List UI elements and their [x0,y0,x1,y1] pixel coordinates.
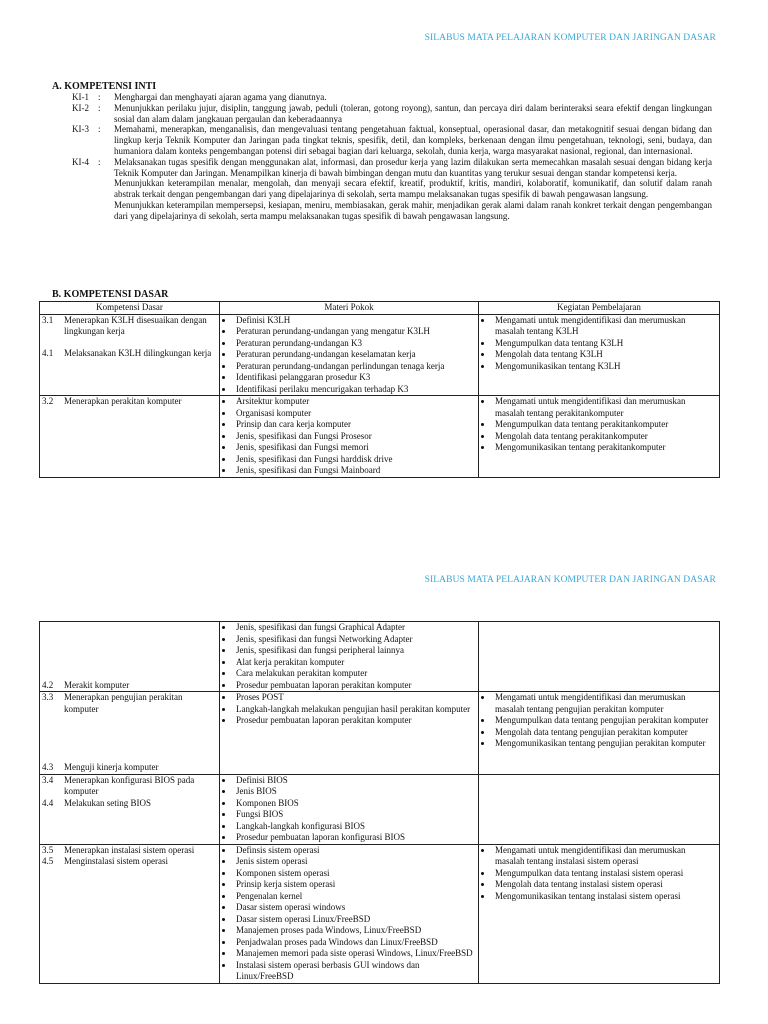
list-item: • Definisi K3LH [234,315,476,327]
materi-cell [220,396,479,478]
kd-text: Melakukan seting BIOS [64,797,151,808]
table-row [40,314,720,396]
kd-number: 4.3 [42,762,54,772]
kegiatan-cell [479,774,720,844]
kd-cell [40,314,220,396]
kegiatan-list [481,845,717,903]
list-item: • Organisasi komputer [234,408,476,420]
kegiatan-list [481,692,717,750]
list-item: • Definsis sistem operasi [234,845,476,857]
kd-item [42,845,217,857]
list-item: • Mengumpulkan data tentang perakitankomputer [493,419,717,431]
list-item: • Cara melakukan perakitan komputer [234,668,476,680]
ki-text: Memahami, menerapkan, menganalisis, dan mengevaluasi tentang pengetahuan faktual, konseptual, operasional dasar, dan metakognitif sesuai dengan bidang dan lingkup kerja Teknik Komputer dan Jaringan pada tingkat teknis, spesifik, detil, dan kompleks, berkenaan dengan ilmu pengetahuan, teknologi, seni, budaya, dan humaniora dalam konteks pengembangan potensi diri sebagai bagian dari keluarga, sekolah, dunia kerja, warga masyarakat nasional, regional, dan internasional. [114,124,712,156]
kd-item [42,798,217,810]
list-item: • Mengomunikasikan tentang perakitankomputer [493,442,717,454]
list-item: • Prinsip dan cara kerja komputer [234,419,476,431]
kd-cell [40,396,220,478]
list-item: • Alat kerja perakitan komputer [234,657,476,669]
section-b-title: B. KOMPETENSI DASAR [52,289,169,300]
ki-text: Melaksanakan tugas spesifik dengan menggunakan alat, informasi, dan prosedur kerja yang lazim dilakukan serta memecahkan masalah sesuai dengan bidang kerja Teknik Komputer dan Jaringan. Menampilkan kinerja di bawah bimbingan dengan mutu dan kuantitas yang terukur sesuai dengan standar kompetensi kerja. [114,156,712,178]
list-item: • Jenis sistem operasi [234,856,476,868]
kd-number: 3.5 [42,844,54,855]
ki-item [72,103,712,125]
column-header-materi: Materi Pokok [220,302,479,315]
ki-code: KI-3 [72,124,89,135]
list-item: • Mengamati untuk mengidentifikasi dan merumuskan masalah tentang instalasi sistem operasi [493,845,717,868]
list-item: • Mengumpulkan data tentang pengujian perakitan komputer [493,715,717,727]
kd-item [42,348,217,360]
list-item: • Jenis, spesifikasi dan Fungsi Prosesor [234,431,476,443]
page-header: SILABUS MATA PELAJARAN KOMPUTER DAN JARINGAN DASAR [424,33,716,43]
list-item: • Prosedur pembuatan laporan konfigurasi BIOS [234,832,476,844]
materi-cell [220,844,479,983]
list-item: • Identifikasi perilaku mencurigakan terhadap K3 [234,384,476,396]
kd-item [42,680,217,692]
list-item: • Mengumpulkan data tentang instalasi sistem operasi [493,868,717,880]
ki-extra-paragraph: Menunjukkan keterampilan menalar, mengolah, dan menyaji secara efektif, kreatif, produktif, kritis, mandiri, kolaboratif, komunikatif, dan solutif dalam ranah abstrak terkait dengan pengembangan dari yang dipelajarinya di sekolah, serta mampu melaksanakan tugas spesifik di bawah pengawasan langsung. [114,178,712,200]
kegiatan-cell [479,622,720,692]
list-item: • Mengolah data tentang instalasi sistem operasi [493,879,717,891]
list-item: • Mengolah data tentang K3LH [493,349,717,361]
kegiatan-cell [479,314,720,396]
list-item: • Peraturan perundang-undangan perlindungan tenaga kerja [234,361,476,373]
kd-number: 4.2 [42,679,54,690]
list-item: • Jenis, spesifikasi dan Fungsi harddisk drive [234,454,476,466]
kd-item [42,692,217,715]
list-item: • Komponen BIOS [234,798,476,810]
list-item: • Mengomunikasikan tentang K3LH [493,361,717,373]
kegiatan-cell [479,692,720,775]
kd-number: 3.1 [42,314,54,325]
kompetensi-dasar-table [39,301,720,478]
ki-colon: : [98,124,101,135]
page-header: SILABUS MATA PELAJARAN KOMPUTER DAN JARINGAN DASAR [424,575,716,585]
kd-item [42,775,217,798]
kegiatan-cell [479,396,720,478]
list-item: • Dasar sistem operasi windows [234,902,476,914]
materi-cell [220,692,479,775]
list-item: • Mengolah data tentang perakitankomputer [493,431,717,443]
kd-text: Merakit komputer [64,679,130,690]
list-item: • Jenis, spesifikasi dan Fungsi memori [234,442,476,454]
list-item: • Peraturan perundang-undangan keselamatan kerja [234,349,476,361]
ki-colon: : [98,156,101,167]
kd-cell [40,844,220,983]
list-item: • Mengamati untuk mengidentifikasi dan merumuskan masalah tentang pengujian perakitan komputer [493,692,717,715]
kd-number: 3.2 [42,396,54,406]
list-item: • Langkah-langkah melakukan pengujian hasil perakitan komputer [234,704,476,716]
kd-item [42,315,217,338]
kd-text: Menerapkan K3LH disesuaikan dengan lingkungan kerja [64,314,207,336]
kegiatan-list [481,396,717,454]
list-item: • Identifikasi pelanggaran prosedur K3 [234,372,476,384]
list-item: • Manajemen memori pada siste operasi Windows, Linux/FreeBSD [234,948,476,960]
ki-text: Menghargai dan menghayati ajaran agama yang dianutnya. [114,92,327,102]
materi-list [222,845,476,983]
ki-code: KI-4 [72,156,89,167]
list-item: • Instalasi sistem operasi berbasis GUI windows dan Linux/FreeBSD [234,960,476,983]
kd-number: 3.3 [42,692,54,702]
kd-cell [40,692,220,775]
kd-cell [40,774,220,844]
materi-list [222,396,476,477]
kompetensi-dasar-table-continued [39,621,720,984]
kompetensi-inti-list [72,92,712,222]
ki-item [72,92,712,103]
kd-item [42,762,217,774]
kd-number: 4.5 [42,856,54,866]
kd-text: Menerapkan pengujian perakitan komputer [64,692,183,714]
table-row [40,622,720,692]
list-item: • Peraturan perundang-undangan yang mengatur K3LH [234,326,476,338]
table-row [40,396,720,478]
list-item: • Proses POST [234,692,476,704]
materi-cell [220,314,479,396]
ki-extra-paragraph: Menunjukkan keterampilan mempersepsi, kesiapan, meniru, membiasakan, gerak mahir, menjadikan gerak alami dalam ranah konkret terkait dengan pengembangan dari yang dipelajarinya di sekolah, serta mampu melaksanakan tugas spesifik di bawah pengawasan langsung. [114,199,712,221]
materi-list [222,315,476,396]
list-item: • Jenis, spesifikasi dan Fungsi Mainboard [234,465,476,477]
materi-list [222,692,476,727]
kd-cell [40,622,220,692]
list-item: • Mengamati untuk mengidentifikasi dan merumuskan masalah tentang perakitankomputer [493,396,717,419]
list-item: • Arsitektur komputer [234,396,476,408]
kd-item [42,856,217,868]
list-item: • Prosedur pembuatan laporan perakitan komputer [234,680,476,692]
kegiatan-list [481,315,717,373]
kd-text: Menerapkan perakitan komputer [64,396,182,406]
list-item: • Pengenalan kernel [234,891,476,903]
kegiatan-cell [479,844,720,983]
list-item: • Jenis, spesifikasi dan fungsi Graphical Adapter [234,622,476,634]
column-header-kd: Kompetensi Dasar [40,302,220,315]
ki-item [72,157,712,179]
list-item: • Mengamati untuk mengidentifikasi dan merumuskan masalah tentang K3LH [493,315,717,338]
materi-cell [220,622,479,692]
kd-text: Menerapkan instalasi sistem operasi [64,844,195,855]
ki-colon: : [98,92,101,102]
ki-item [72,124,712,156]
list-item: • Komponen sistem operasi [234,868,476,880]
ki-code: KI-2 [72,102,89,113]
list-item: • Mengumpulkan data tentang K3LH [493,338,717,350]
table-row [40,774,720,844]
kd-text: Melaksanakan K3LH dilingkungan kerja [64,347,212,358]
materi-cell [220,774,479,844]
kd-number: 3.4 [42,774,54,785]
kd-text: Menerapkan konfigurasi BIOS pada komputer [64,774,195,796]
list-item: • Fungsi BIOS [234,809,476,821]
list-item: • Dasar sistem operasi Linux/FreeBSD [234,914,476,926]
list-item: • Mengomunikasikan tentang pengujian perakitan komputer [493,738,717,750]
list-item: • Prosedur pembuatan laporan perakitan komputer [234,715,476,727]
table-header-row [40,302,720,315]
list-item: • Penjadwalan proses pada Windows dan Linux/FreeBSD [234,937,476,949]
section-a-title: A. KOMPETENSI INTI [52,81,157,92]
kd-item [42,396,217,408]
list-item: • Mengolah data tentang pengujian perakitan komputer [493,727,717,739]
kd-number: 4.1 [42,347,54,358]
column-header-kegiatan: Kegiatan Pembelajaran [479,302,720,315]
ki-text: Menunjukkan perilaku jujur, disiplin, tanggung jawab, peduli (toleran, gotong royong), santun, dan percaya diri dalam berinteraksi seara efektif dengan lingkungan sosial dan alam dalam jangkauan pergaulan dan keberadaannya [114,102,712,124]
table-row [40,844,720,983]
ki-colon: : [98,102,101,113]
list-item: • Jenis, spesifikasi dan fungsi Networking Adapter [234,634,476,646]
list-item: • Jenis, spesifikasi dan fungsi peripheral lainnya [234,645,476,657]
ki-code: KI-1 [72,92,89,102]
list-item: • Mengomunikasikan tentang instalasi sistem operasi [493,891,717,903]
list-item: • Manajemen proses pada Windows, Linux/FreeBSD [234,925,476,937]
list-item: • Peraturan perundang-undangan K3 [234,338,476,350]
list-item: • Prinsip kerja sistem operasi [234,879,476,891]
list-item: • Langkah-langkah konfigurasi BIOS [234,821,476,833]
table-row [40,692,720,775]
list-item: • Definisi BIOS [234,775,476,787]
materi-list [222,622,476,691]
kd-text: Menginstalasi sistem operasi [64,856,168,866]
materi-list [222,775,476,844]
list-item: • Jenis BIOS [234,786,476,798]
kd-text: Menguji kinerja komputer [64,762,159,772]
document-page-2 [0,545,768,1024]
kd-number: 4.4 [42,797,54,808]
